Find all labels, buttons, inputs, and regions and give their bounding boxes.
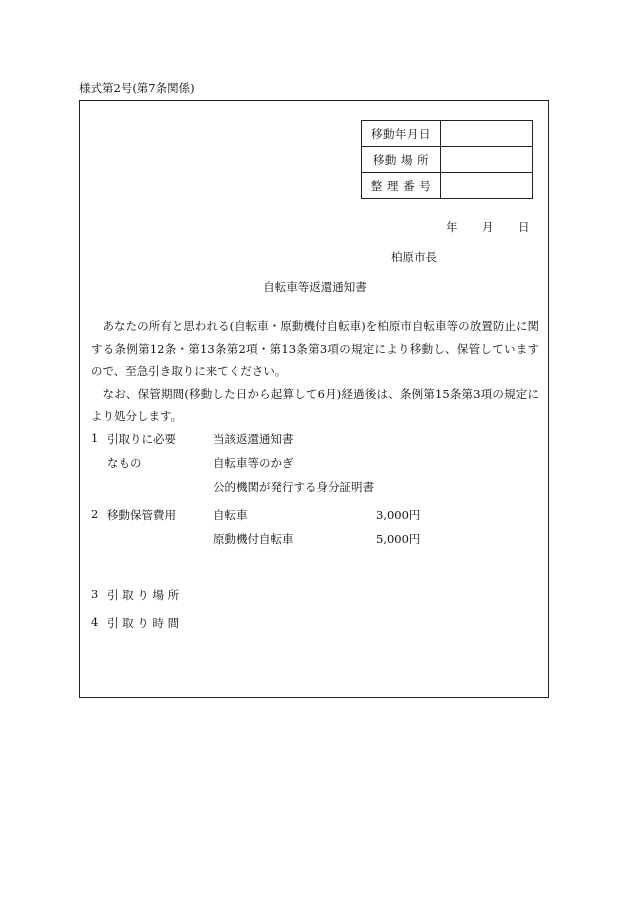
item2-heading: 移動保管費用 — [107, 508, 176, 522]
item4-heading: 引 取 り 時 間 — [107, 616, 180, 630]
fee-amount: 5,000円 — [376, 532, 421, 546]
item1-heading-cont: なもの — [107, 456, 142, 470]
item1-entry: 公的機関が発行する身分証明書 — [213, 480, 374, 494]
document-title: 自転車等返還通知書 — [263, 280, 367, 294]
fee-amount: 3,000円 — [376, 508, 421, 522]
move-place-value — [441, 147, 533, 173]
paragraph: あなたの所有と思われる(自転車・原動機付自転車)を柏原市自転車等の放置防止に関する条例第12条・第13条第2項・第13条第3項の規定により移動し、保管していますので、至急引き取りに来てください。 — [91, 319, 539, 378]
move-place-label: 移動 場 所 — [362, 147, 441, 173]
item3-heading: 引 取 り 場 所 — [107, 588, 180, 602]
date-month: 月 — [482, 220, 494, 234]
item2-number: 2 — [91, 507, 99, 521]
move-date-value — [441, 121, 533, 147]
reference-number-value — [441, 173, 533, 199]
fee-name: 原動機付自転車 — [213, 532, 294, 546]
item1-entry: 当該返還通知書 — [213, 432, 294, 446]
issuer: 柏原市長 — [391, 250, 437, 264]
date-day: 日 — [518, 220, 530, 234]
item3-number: 3 — [91, 587, 99, 601]
body-text — [91, 315, 539, 428]
notice-frame — [79, 100, 549, 698]
paragraph: なお、保管期間(移動した日から起算して6月)経過後は、条例第15条第3項の規定により処分します。 — [91, 386, 539, 423]
move-date-label: 移動年月日 — [362, 121, 441, 147]
item4-number: 4 — [91, 615, 99, 629]
table-row — [362, 147, 533, 173]
item1-entry: 自転車等のかぎ — [213, 456, 294, 470]
reference-number-label: 整 理 番 号 — [362, 173, 441, 199]
item1-heading: 引取りに必要 — [107, 432, 176, 446]
fee-name: 自転車 — [213, 508, 248, 522]
table-row — [362, 121, 533, 147]
item1-number: 1 — [91, 431, 99, 445]
date-year: 年 — [446, 220, 458, 234]
info-table — [361, 120, 533, 199]
table-row — [362, 173, 533, 199]
date-line — [446, 219, 530, 235]
form-label: 様式第2号(第7条関係) — [79, 81, 195, 95]
